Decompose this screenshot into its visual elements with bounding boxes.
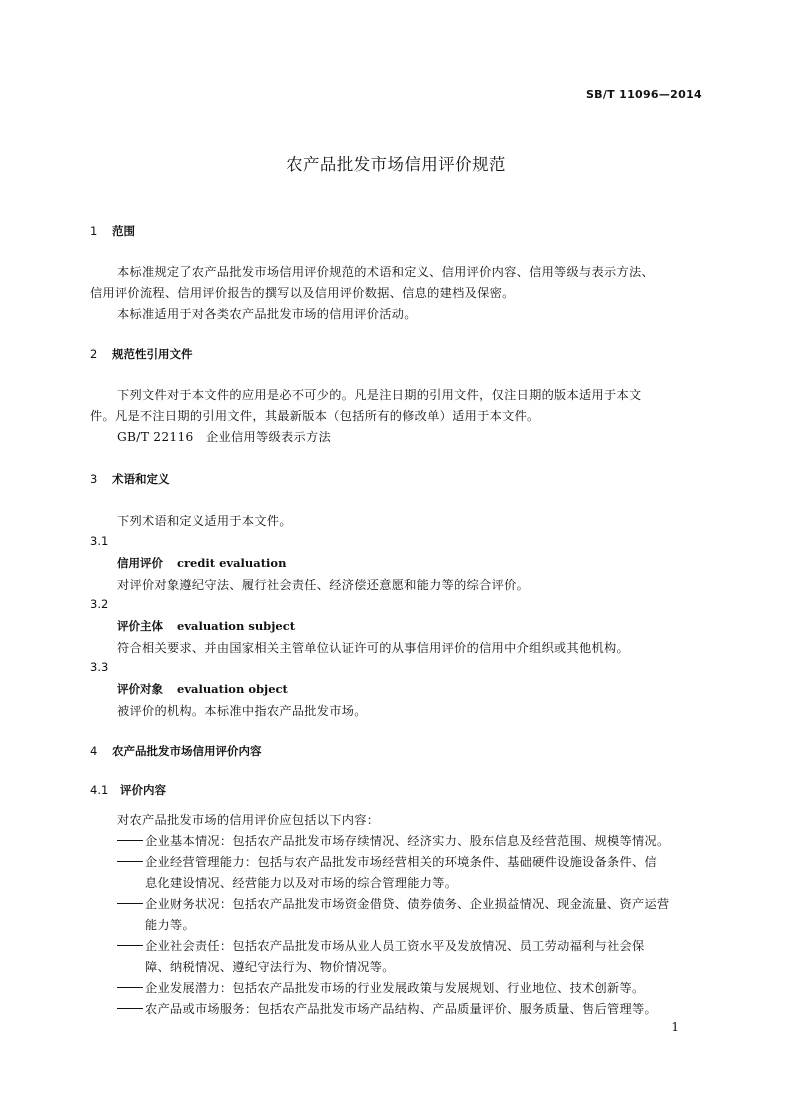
term-en: evaluation subject (177, 619, 296, 633)
subsection-title: 评价内容 (120, 783, 166, 797)
term-definition: 符合相关要求、并由国家相关主管单位认证许可的从事信用评价的信用中介组织或其他机构。 (117, 641, 629, 655)
list-item-continuation: 息化建设情况、经营能力以及对市场的综合管理能力等。 (145, 876, 458, 890)
paragraph-line: 本标准适用于对各类农产品批发市场的信用评价活动。 (117, 307, 417, 321)
list-item-text: 企业财务状况：包括农产品批发市场资金借贷、债券债务、企业损益情况、现金流量、资产运营 (145, 897, 670, 911)
dash-marker (117, 840, 143, 841)
list-item-text: 农产品或市场服务：包括农产品批发市场产品结构、产品质量评价、服务质量、售后管理等。 (145, 1002, 657, 1016)
term-en: credit evaluation (177, 556, 287, 570)
page-number: 1 (671, 1020, 679, 1034)
list-item (117, 895, 669, 912)
term-heading (117, 555, 286, 571)
list-item-text: 企业发展潜力：包括农产品批发市场的行业发展政策与发展规划、行业地位、技术创新等。 (145, 981, 645, 995)
term-zh: 信用评价 (117, 556, 163, 570)
term-en: evaluation object (177, 682, 288, 696)
dash-marker (117, 987, 143, 988)
section-4-heading (90, 743, 262, 759)
list-item (117, 937, 645, 954)
section-number: 3 (90, 472, 98, 486)
list-item (117, 853, 657, 870)
list-item (117, 832, 669, 849)
term-zh: 评价对象 (117, 682, 163, 696)
subsection-number: 4.1 (90, 783, 109, 797)
list-item-continuation: 障、纳税情况、遵纪守法行为、物价情况等。 (145, 960, 395, 974)
normative-reference: GB/T 22116 企业信用等级表示方法 (117, 430, 331, 444)
list-item-text: 企业经营管理能力：包括与农产品批发市场经营相关的环境条件、基础硬件设施设备条件、信 (145, 855, 657, 869)
subsection-heading (90, 782, 166, 798)
paragraph-line: 对农产品批发市场的信用评价应包括以下内容： (117, 813, 380, 827)
paragraph-line: 信用评价流程、信用评价报告的撰写以及信用评价数据、信息的建档及保密。 (90, 286, 515, 300)
term-heading (117, 618, 295, 634)
paragraph-line: 下列文件对于本文件的应用是必不可少的。凡是注日期的引用文件，仅注日期的版本适用于本文 (117, 388, 642, 402)
section-title: 规范性引用文件 (112, 347, 193, 361)
list-item-continuation: 能力等。 (145, 918, 195, 932)
section-3-heading (90, 471, 170, 487)
section-number: 4 (90, 744, 98, 758)
list-item (117, 979, 645, 996)
dash-marker (117, 945, 143, 946)
term-heading (117, 681, 288, 697)
paragraph-line: 下列术语和定义适用于本文件。 (117, 514, 292, 528)
section-2-heading (90, 346, 193, 362)
term-definition: 被评价的机构。本标准中指农产品批发市场。 (117, 704, 367, 718)
dash-marker (117, 861, 143, 862)
section-title: 农产品批发市场信用评价内容 (112, 744, 262, 758)
paragraph-line: 本标准规定了农产品批发市场信用评价规范的术语和定义、信用评价内容、信用等级与表示方法、 (117, 265, 654, 279)
doc-code: SB/T 11096—2014 (585, 88, 702, 101)
list-item-text: 企业基本情况：包括农产品批发市场存续情况、经济实力、股东信息及经营范围、规模等情况。 (145, 834, 670, 848)
dash-marker (117, 903, 143, 904)
section-title: 范围 (112, 224, 135, 238)
list-item-text: 企业社会责任：包括农产品批发市场从业人员工资水平及发放情况、员工劳动福利与社会保 (145, 939, 645, 953)
section-title: 术语和定义 (112, 472, 170, 486)
term-number: 3.2 (90, 597, 109, 611)
list-item (117, 1000, 657, 1017)
paragraph-line: 件。凡是不注日期的引用文件，其最新版本（包括所有的修改单）适用于本文件。 (90, 409, 540, 423)
section-number: 1 (90, 224, 98, 238)
page-title: 农产品批发市场信用评价规范 (286, 155, 506, 174)
term-number: 3.3 (90, 660, 109, 674)
section-1-heading (90, 223, 135, 239)
term-definition: 对评价对象遵纪守法、履行社会责任、经济偿还意愿和能力等的综合评价。 (117, 578, 530, 592)
section-number: 2 (90, 347, 98, 361)
dash-marker (117, 1008, 143, 1009)
term-number: 3.1 (90, 534, 109, 548)
term-zh: 评价主体 (117, 619, 163, 633)
